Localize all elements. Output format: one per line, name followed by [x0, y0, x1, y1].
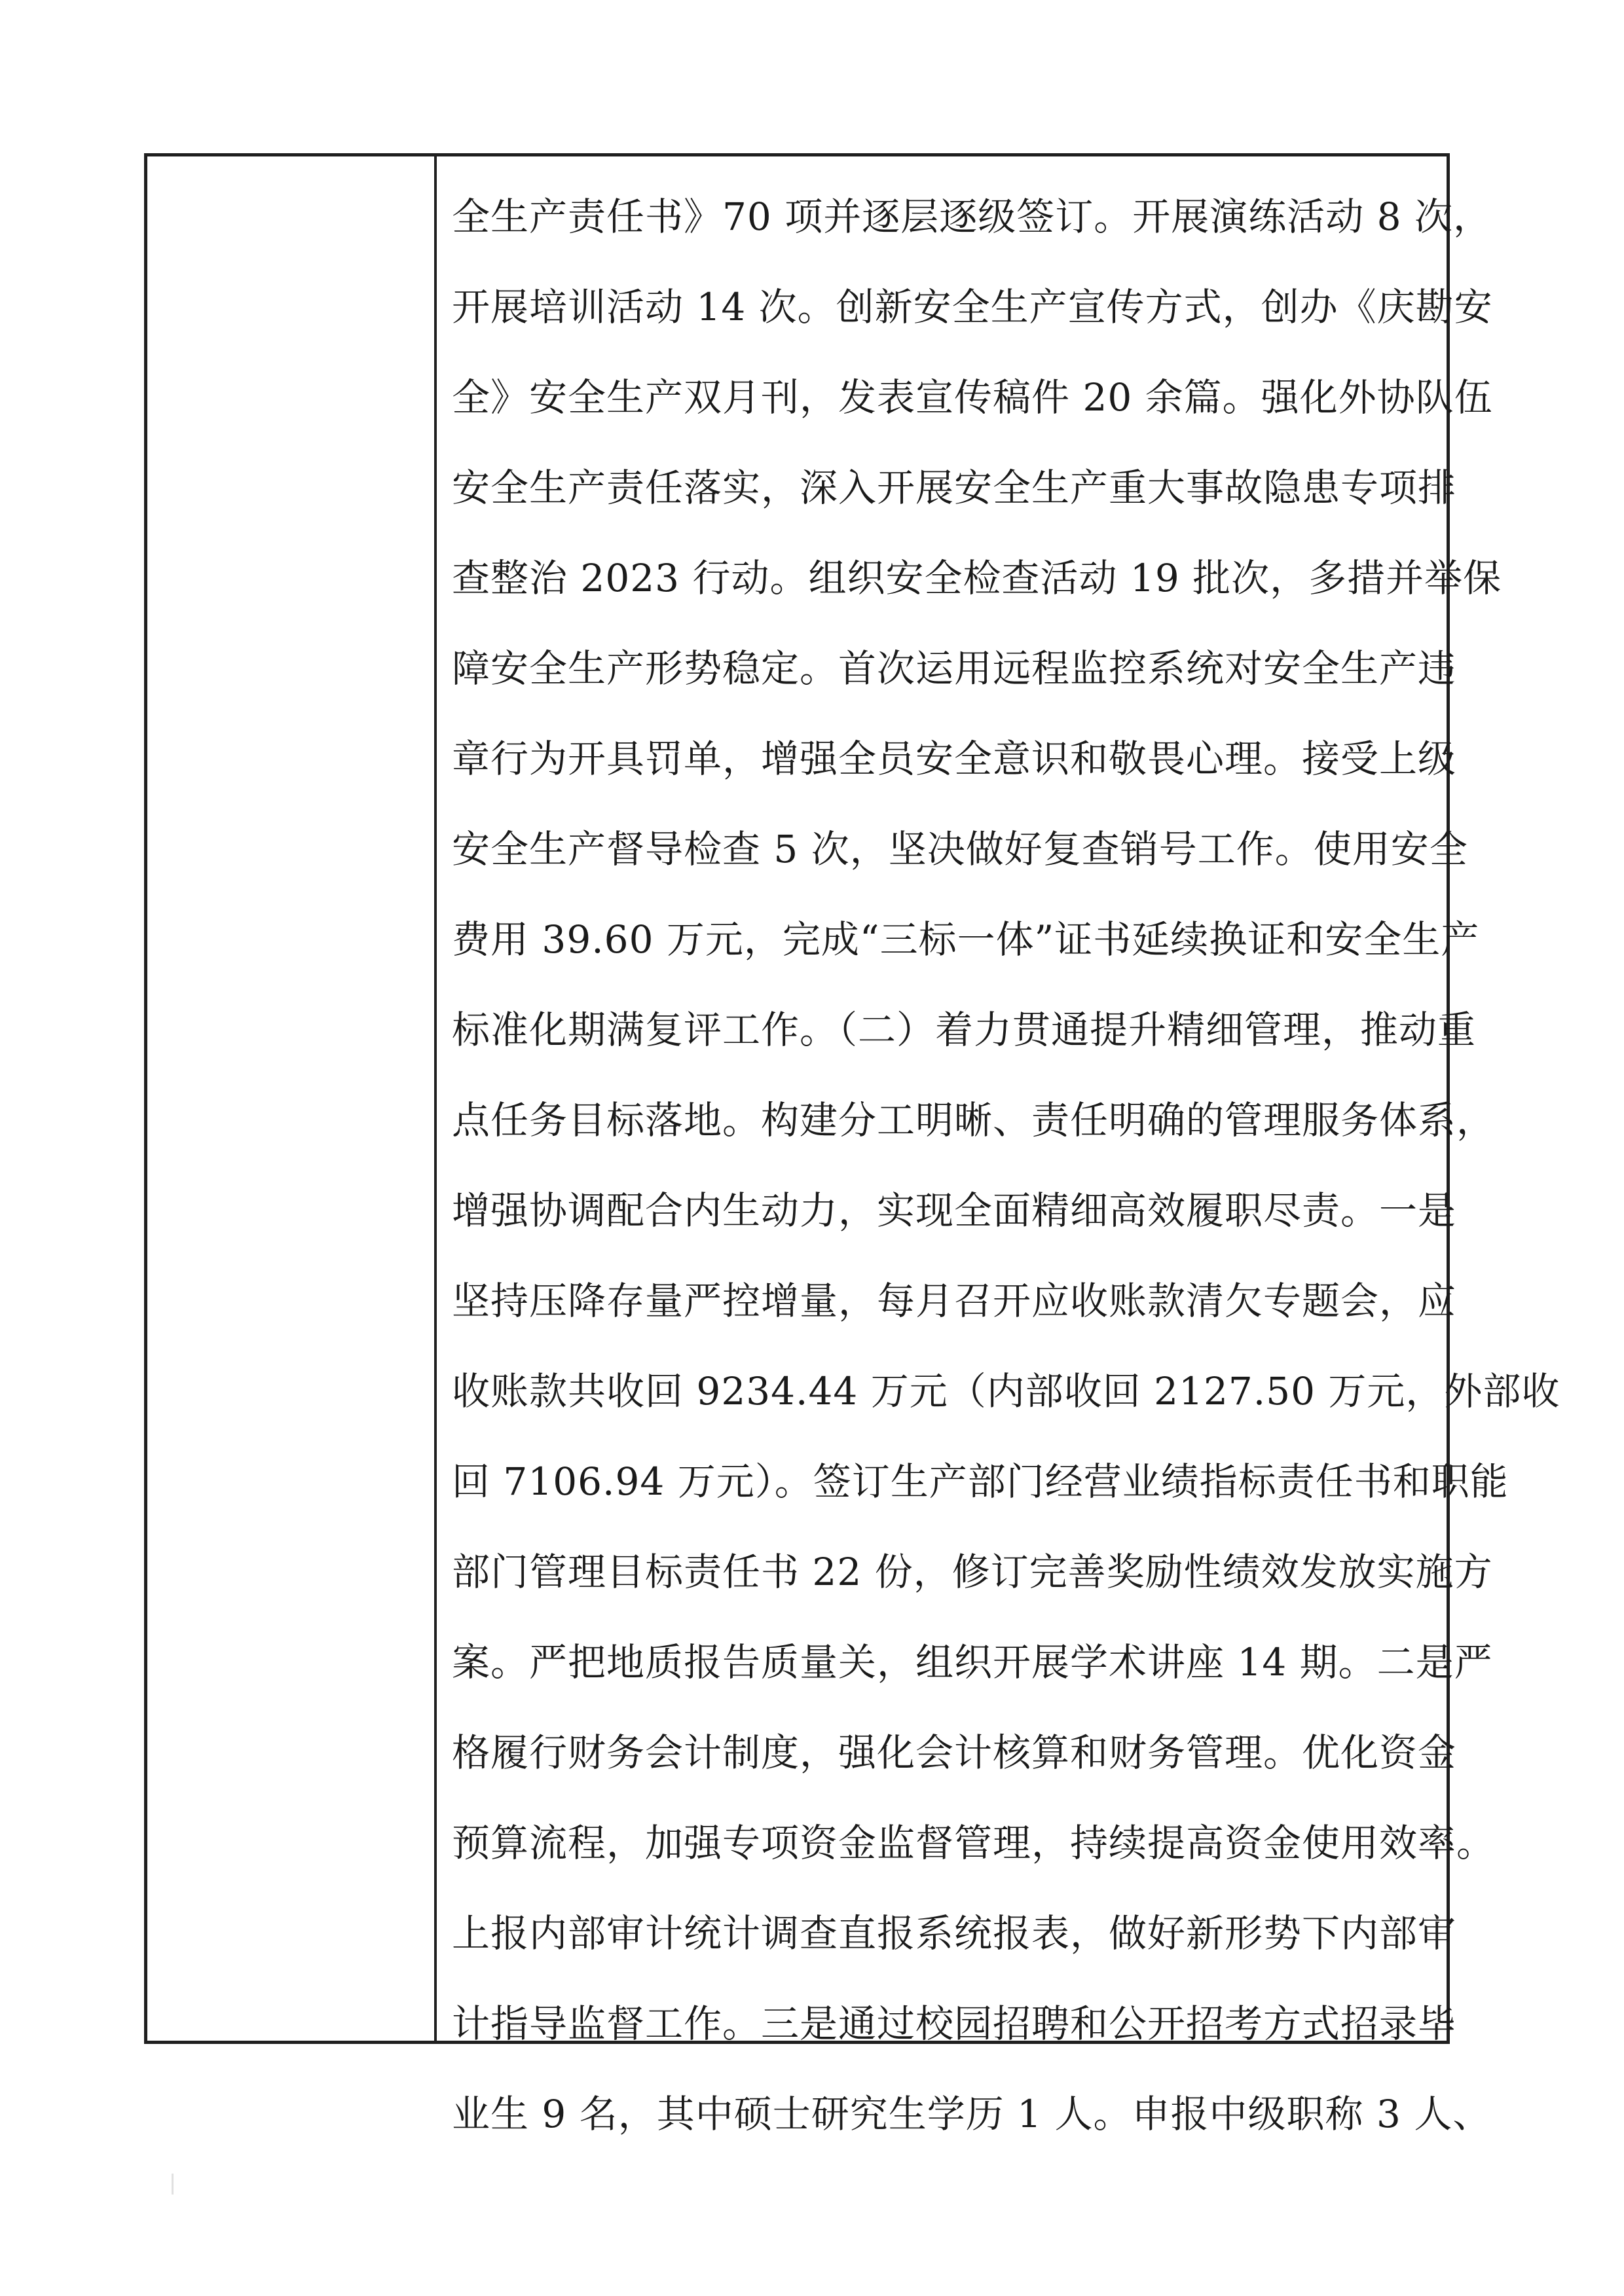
text-line: 增强协调配合内生动力，实现全面精细高效履职尽责。一是: [452, 1188, 1457, 1233]
text-line: 上报内部审计统计调查直报系统报表，做好新形势下内部审: [452, 1911, 1457, 1956]
text-line: 安全生产责任落实，深入开展安全生产重大事故隐患专项排: [452, 465, 1457, 510]
text-line: 安全生产督导检查 5 次，坚决做好复查销号工作。使用安全: [452, 827, 1468, 871]
text-line: 业生 9 名，其中硕士研究生学历 1 人。申报中级职称 3 人、: [452, 2092, 1492, 2136]
text-line: 回 7106.94 万元）。签订生产部门经营业绩指标责任书和职能: [452, 1459, 1509, 1504]
text-line: 章行为开具罚单，增强全员安全意识和敬畏心理。接受上级: [452, 737, 1457, 781]
text-line: 坚持压降存量严控增量，每月召开应收账款清欠专题会，应: [452, 1279, 1457, 1323]
text-line: 查整治 2023 行动。组织安全检查活动 19 批次，多措并举保: [452, 556, 1502, 600]
scan-mark: [172, 2174, 174, 2195]
text-line: 全生产责任书》70 项并逐层逐级签订。开展演练活动 8 次，: [452, 194, 1492, 239]
text-line: 收账款共收回 9234.44 万元（内部收回 2127.50 万元，外部收: [452, 1369, 1560, 1413]
left-label-cell: [147, 156, 434, 2041]
text-line: 开展培训活动 14 次。创新安全生产宣传方式，创办《庆勘安: [452, 285, 1493, 329]
text-line: 格履行财务会计制度，强化会计核算和财务管理。优化资金: [452, 1730, 1457, 1775]
text-line: 障安全生产形势稳定。首次运用远程监控系统对安全生产违: [452, 646, 1457, 691]
text-line: 全》安全生产双月刊，发表宣传稿件 20 余篇。强化外协队伍: [452, 375, 1493, 420]
text-line: 计指导监督工作。三是通过校园招聘和公开招考方式招录毕: [452, 2001, 1457, 2046]
text-line: 标准化期满复评工作。（二）着力贯通提升精细管理，推动重: [452, 1008, 1477, 1052]
text-line: 费用 39.60 万元，完成“三标一体”证书延续换证和安全生产: [452, 917, 1480, 962]
report-content-cell: [452, 172, 1560, 2136]
text-line: 点任务目标落地。构建分工明晰、责任明确的管理服务体系，: [452, 1098, 1496, 1142]
column-divider: [434, 153, 437, 2044]
text-line: 部门管理目标责任书 22 份，修订完善奖励性绩效发放实施方: [452, 1550, 1493, 1594]
text-line: 案。严把地质报告质量关，组织开展学术讲座 14 期。二是严: [452, 1640, 1493, 1685]
text-line: 预算流程，加强专项资金监督管理，持续提高资金使用效率。: [452, 1821, 1496, 1865]
